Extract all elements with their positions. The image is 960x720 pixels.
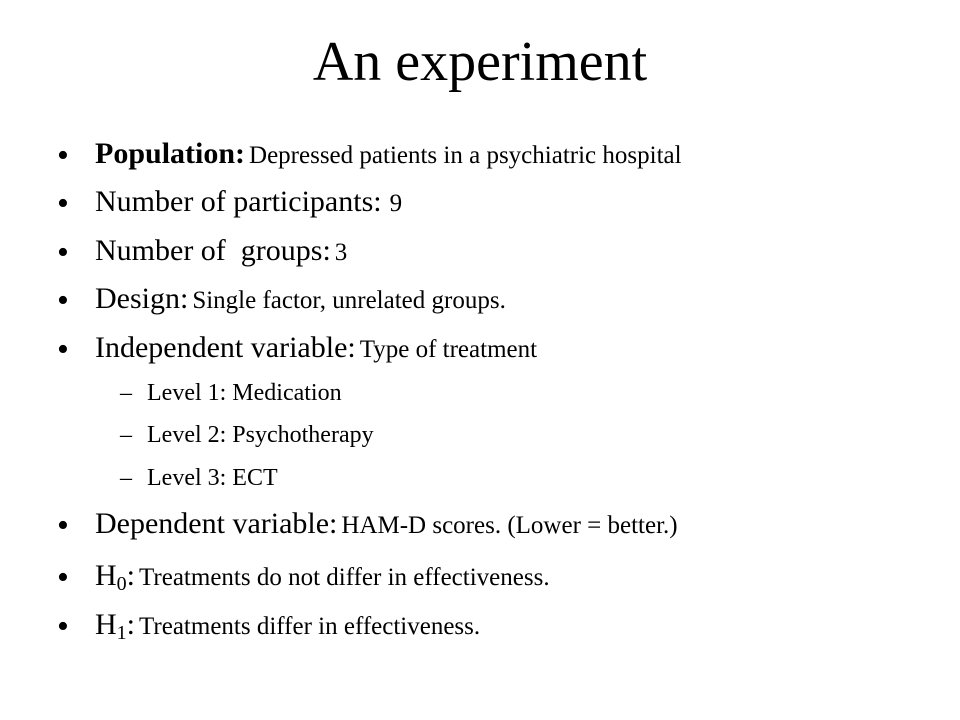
dash-icon: – <box>120 380 132 406</box>
hypothesis-subscript: 1 <box>116 622 127 644</box>
bullet-label: Number of groups: <box>95 234 331 267</box>
bullet-label: Design: <box>95 282 189 315</box>
bullet-icon: • <box>57 282 69 319</box>
sub-bullet-text: Level 2: Psychotherapy <box>147 422 374 448</box>
hypothesis-colon: : <box>126 608 136 641</box>
bullet-value: 9 <box>389 190 403 217</box>
dash-icon: – <box>120 465 132 491</box>
bullet-icon: • <box>57 608 69 645</box>
bullet-label: Population: <box>95 137 246 170</box>
bullet-icon: • <box>57 331 69 368</box>
hypothesis-symbol: H <box>95 559 117 592</box>
bullet-label: Number of participants: <box>95 185 382 218</box>
dash-icon: – <box>120 422 132 448</box>
hypothesis-colon: : <box>126 559 136 592</box>
bullet-icon: • <box>57 234 69 271</box>
bullet-icon: • <box>57 507 69 544</box>
sub-bullet-text: Level 1: Medication <box>147 380 342 406</box>
bullet-label: Independent variable: <box>95 331 356 364</box>
slide-title: An experiment <box>312 31 648 93</box>
hypothesis-symbol: H <box>95 608 117 641</box>
bullet-label: Dependent variable: <box>95 507 338 540</box>
bullet-value: Treatments do not differ in effectiveness. <box>139 564 550 591</box>
bullet-value: Single factor, unrelated groups. <box>192 287 506 314</box>
bullet-icon: • <box>57 559 69 596</box>
bullet-icon: • <box>57 185 69 222</box>
bullet-value: Type of treatment <box>359 336 538 363</box>
bullet-value: HAM-D scores. (Lower = better.) <box>341 512 678 539</box>
bullet-value: Depressed patients in a psychiatric hospital <box>249 142 682 169</box>
hypothesis-subscript: 0 <box>116 573 127 595</box>
sub-bullet-text: Level 3: ECT <box>147 465 278 491</box>
bullet-icon: • <box>57 137 69 174</box>
bullet-value: 3 <box>334 239 348 266</box>
bullet-value: Treatments differ in effectiveness. <box>139 613 481 640</box>
